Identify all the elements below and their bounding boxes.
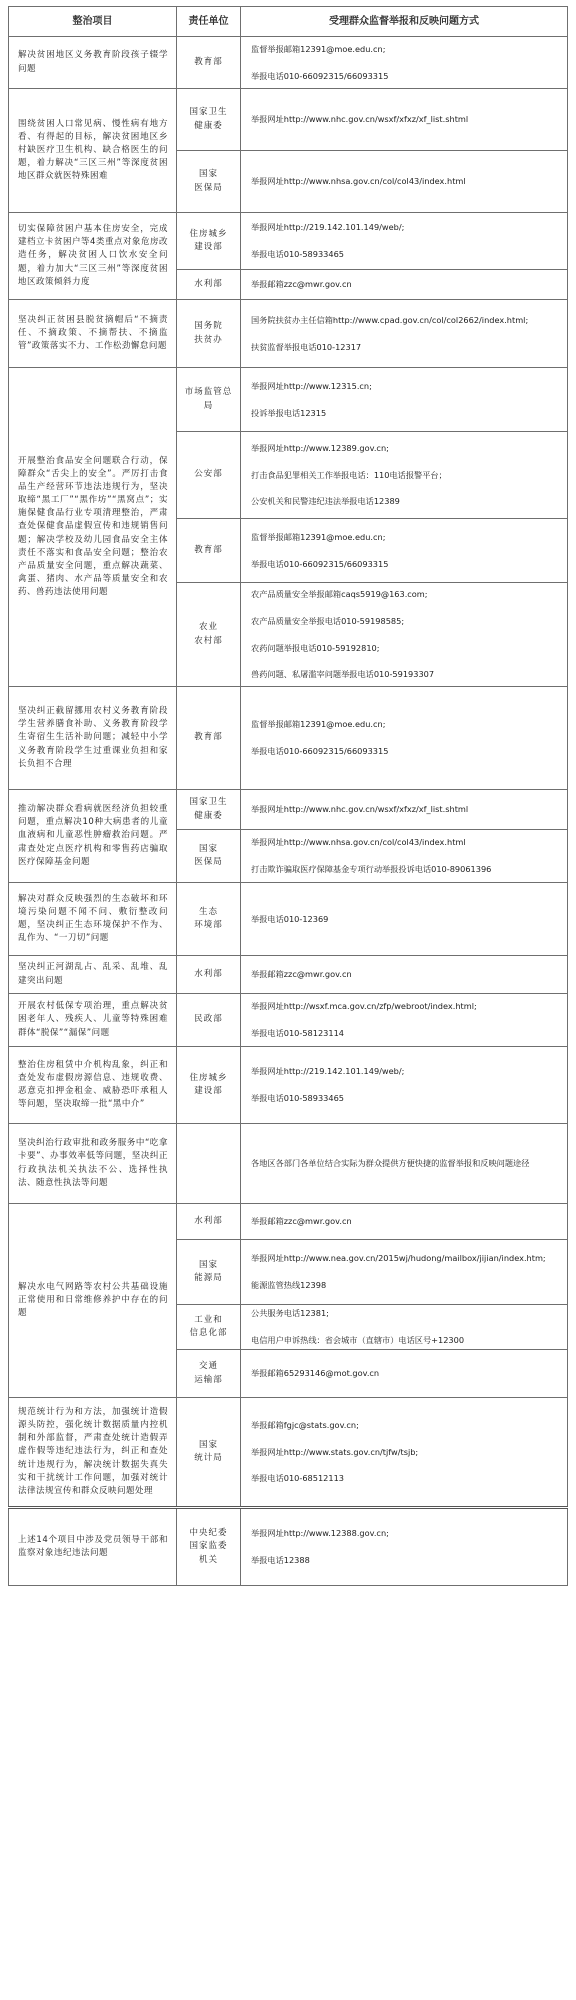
method-line: 能源监管热线12398 (251, 1280, 327, 1290)
method-line: 举报电话010-58933465 (251, 1093, 345, 1103)
method-cell (241, 790, 568, 830)
table-row (9, 790, 568, 830)
table-row (9, 994, 568, 1047)
unit-cell (177, 1047, 241, 1124)
method-line: 兽药问题、私屠滥宰问题举报电话010-59193307 (251, 669, 435, 680)
unit-cell (177, 994, 241, 1047)
method-line: 国务院扶贫办主任信箱http://www.cpad.gov.cn/col/col2662/index.html; (251, 314, 529, 325)
unit-cell (177, 830, 241, 883)
unit-name-line: 农业 (198, 622, 218, 633)
unit-name-line: 国家卫生 (189, 107, 228, 118)
unit-cell (177, 368, 241, 432)
method-line: 打击欺诈骗取医疗保障基金专项行动举报投诉电话010-89061396 (251, 864, 492, 874)
table-row (9, 1508, 568, 1586)
method-cell (241, 1240, 568, 1305)
unit-name-line: 住房城乡 (189, 1072, 228, 1083)
header-issue: 整治项目 (9, 7, 177, 37)
unit-name-line: 民政部 (194, 1014, 223, 1025)
issue-cell: 坚决纠正河湖乱占、乱采、乱堆、乱建突出问题 (9, 956, 177, 994)
method-line: 举报邮箱zzc@mwr.gov.cn (251, 1216, 352, 1227)
method-cell (241, 1398, 568, 1508)
issue-cell: 围绕贫困人口常见病、慢性病有地方看、有得起的目标，解决贫困地区乡村缺医疗卫生机构、缺合格医生的问题，着力解决“三区三州”等深度贫困地区群众就医特殊困难 (9, 89, 177, 213)
unit-cell (177, 583, 241, 687)
table-row (9, 300, 568, 368)
header-unit: 责任单位 (177, 7, 241, 37)
table-row (9, 687, 568, 790)
method-line: 举报邮箱fgjc@stats.gov.cn; (251, 1419, 359, 1430)
unit-name-line: 交通 (198, 1361, 218, 1372)
method-line: 举报电话010-66092315/66093315 (251, 558, 389, 569)
table-row (9, 956, 568, 994)
method-line: 举报网址http://www.12388.gov.cn; (251, 1528, 389, 1539)
unit-cell (177, 1508, 241, 1586)
method-cell (241, 687, 568, 790)
supervision-table (8, 6, 568, 1586)
method-line: 打击食品犯罪相关工作举报电话：110电话报警平台； (251, 469, 447, 480)
table-row (9, 1398, 568, 1508)
method-line: 举报邮箱zzc@mwr.gov.cn (251, 279, 352, 290)
unit-cell (177, 687, 241, 790)
method-cell (241, 368, 568, 432)
unit-name-line: 国家 (198, 843, 218, 854)
unit-name-line: 健康委 (194, 810, 223, 821)
method-line: 农产品质量安全举报邮箱caqs5919@163.com; (251, 589, 428, 600)
method-line: 农产品质量安全举报电话010-59198585; (251, 615, 405, 626)
unit-name-line: 国家 (198, 1439, 218, 1450)
method-line: 举报网址http://www.stats.gov.cn/tjfw/tsjb; (251, 1446, 419, 1457)
method-line: 举报电话010-68512113 (251, 1473, 345, 1484)
method-cell (241, 432, 568, 519)
method-line: 公共服务电话12381; (251, 1308, 329, 1319)
method-line: 举报电话010-12369 (251, 913, 329, 924)
unit-cell (177, 1124, 241, 1204)
issue-cell: 解决对群众反映强烈的生态破坏和环境污染问题不闻不问、敷衍整改问题，坚决纠正生态环境保护不作为、乱作为、“一刀切”问题 (9, 883, 177, 956)
method-cell (241, 1124, 568, 1204)
method-line: 举报网址http://www.12389.gov.cn; (251, 442, 389, 453)
method-line: 举报网址http://www.12315.cn; (251, 380, 372, 391)
method-line: 举报电话010-58933465 (251, 249, 345, 259)
issue-cell: 解决水电气网路等农村公共基础设施正常使用和日常维修养护中存在的问题 (9, 1204, 177, 1398)
method-line: 电信用户申诉热线：省会城市（直辖市）电话区号+12300 (251, 1335, 465, 1345)
method-cell (241, 1508, 568, 1586)
unit-name-line: 生态 (198, 906, 218, 917)
unit-name-line: 住房城乡 (189, 228, 228, 239)
unit-name-line: 建设部 (194, 1086, 223, 1096)
method-line: 举报网址http://www.nhsa.gov.cn/col/col43/index.html (251, 837, 466, 848)
unit-cell (177, 1398, 241, 1508)
method-line: 投诉举报电话12315 (251, 407, 327, 418)
method-line: 举报网址http://www.nhsa.gov.cn/col/col43/index.html (251, 176, 466, 187)
unit-name-line: 信息化部 (189, 1328, 228, 1338)
unit-cell (177, 432, 241, 519)
method-line: 举报网址http://www.nhc.gov.cn/wsxf/xfxz/xf_list.shtml (251, 804, 469, 815)
issue-cell: 开展整治食品安全问题联合行动，保障群众“舌尖上的安全”。严厉打击食品生产经营环节违法违规行为，坚决取缔“黑工厂”“黑作坊”“黑窝点”；实施保健食品行业专项清理整治，严肃查处保健食品虚假宣传和违规销售问题；解决学校及幼儿园食品安全主体责任不落实和食品安全问题；整治农产品质量安全问题，重点解决蔬菜、禽蛋、猪肉、水产品等质量安全和农药、兽药违法使用问题 (9, 368, 177, 687)
unit-cell (177, 1204, 241, 1240)
table-row (9, 368, 568, 432)
issue-cell: 上述14个项目中涉及党员领导干部和监察对象违纪违法问题 (9, 1508, 177, 1586)
method-cell (241, 270, 568, 300)
unit-name-line: 机关 (198, 1554, 218, 1565)
method-line: 举报网址http://wsxf.mca.gov.cn/zfp/webroot/index.html; (251, 1001, 477, 1012)
unit-name-line: 国家监委 (189, 1541, 228, 1552)
issue-cell: 坚决纠正贫困县脱贫摘帽后“不摘责任、不摘政策、不摘帮扶、不摘监管”政策落实不力、工作松劲懈怠问题 (9, 300, 177, 368)
table-row (9, 1204, 568, 1240)
method-cell (241, 883, 568, 956)
unit-name-line: 统计局 (194, 1453, 223, 1463)
table-row (9, 1124, 568, 1204)
unit-name-line: 国家卫生 (189, 797, 228, 808)
method-cell (241, 956, 568, 994)
header-row (9, 7, 568, 37)
method-line: 举报电话12388 (251, 1555, 310, 1565)
unit-name-line: 国务院 (194, 321, 223, 332)
method-cell (241, 213, 568, 270)
issue-cell: 规范统计行为和方法，加强统计造假源头防控，强化统计数据质量内控机制和外部监督，严肃查处统计造假弄虚作假等违纪违法行为，纠正和查处统计违规行为，解决统计数据失真失实和干扰统计工作问题，加强对统计法律法规宣传和群众反映问题处理 (9, 1398, 177, 1508)
method-cell (241, 37, 568, 89)
issue-cell: 坚决纠正截留挪用农村义务教育阶段学生营养膳食补助、义务教育阶段学生寄宿生生活补助问题；减轻中小学义务教育阶段学生过重课业负担和家长负担不合理 (9, 687, 177, 790)
method-line: 举报邮箱65293146@mot.gov.cn (251, 1368, 380, 1379)
method-line: 举报网址http://219.142.101.149/web/; (251, 222, 405, 233)
unit-cell (177, 270, 241, 300)
method-cell (241, 830, 568, 883)
method-cell (241, 300, 568, 368)
unit-name-line: 教育部 (194, 56, 223, 67)
unit-cell (177, 790, 241, 830)
issue-cell: 解决贫困地区义务教育阶段孩子辍学问题 (9, 37, 177, 89)
method-cell (241, 994, 568, 1047)
table-body (9, 37, 568, 1586)
method-line: 举报邮箱zzc@mwr.gov.cn (251, 969, 352, 980)
unit-name-line: 医保局 (194, 857, 223, 867)
issue-cell: 切实保障贫困户基本住房安全，完成建档立卡贫困户等4类重点对象危房改造任务，解决贫困人口饮水安全问题，着力加大“三区三州”等深度贫困地区政策倾斜力度 (9, 213, 177, 300)
table-row (9, 37, 568, 89)
unit-name-line: 运输部 (194, 1374, 223, 1385)
unit-name-line: 教育部 (194, 544, 223, 555)
method-line: 监督举报邮箱12391@moe.edu.cn; (251, 43, 386, 54)
unit-name-line: 医保局 (194, 182, 223, 193)
unit-cell (177, 213, 241, 270)
unit-cell (177, 151, 241, 213)
unit-name-line: 水利部 (194, 278, 223, 289)
unit-name-line: 农村部 (194, 635, 223, 646)
unit-cell (177, 1305, 241, 1350)
unit-name-line: 水利部 (194, 1215, 223, 1226)
unit-name-line: 国家 (198, 169, 218, 180)
unit-cell (177, 1350, 241, 1398)
method-line: 各地区各部门各单位结合实际为群众提供方便快捷的监督举报和反映问题途径 (251, 1158, 530, 1169)
method-cell (241, 519, 568, 583)
unit-name-line: 公安部 (194, 469, 223, 480)
unit-cell (177, 37, 241, 89)
method-cell (241, 1047, 568, 1124)
unit-cell (177, 883, 241, 956)
method-line: 农药问题举报电话010-59192810; (251, 642, 380, 653)
method-cell (241, 1305, 568, 1350)
unit-name-line: 水利部 (194, 968, 223, 979)
table-row (9, 883, 568, 956)
unit-name-line: 工业和 (194, 1314, 223, 1325)
method-line: 举报电话010-58123114 (251, 1028, 345, 1038)
unit-cell (177, 1240, 241, 1305)
unit-name-line: 教育部 (194, 732, 223, 743)
method-cell (241, 1350, 568, 1398)
method-line: 举报电话010-66092315/66093315 (251, 746, 389, 756)
method-cell (241, 89, 568, 151)
method-line: 举报网址http://219.142.101.149/web/; (251, 1066, 405, 1077)
method-line: 扶贫监督举报电话010-12317 (251, 341, 362, 352)
method-line: 监督举报邮箱12391@moe.edu.cn; (251, 719, 386, 730)
issue-cell: 坚决纠治行政审批和政务服务中“吃拿卡要”、办事效率低等问题，坚决纠正行政执法机关执法不公、选择性执法、随意性执法等问题 (9, 1124, 177, 1204)
issue-cell: 推动解决群众看病就医经济负担较重问题，重点解决10种大病患者的儿童血液病和儿童恶性肿瘤救治问题。严肃查处定点医疗机构和零售药店骗取医疗保障基金问题 (9, 790, 177, 883)
method-line: 举报网址http://www.nea.gov.cn/2015wj/hudong/mailbox/jijian/index.htm; (251, 1253, 546, 1264)
method-cell (241, 1204, 568, 1240)
method-line: 举报电话010-66092315/66093315 (251, 70, 389, 81)
issue-cell: 开展农村低保专项治理，重点解决贫困老年人、残疾人、儿童等特殊困难群体“脱保”“漏保”问题 (9, 994, 177, 1047)
unit-name-line: 市场监管总局 (184, 387, 233, 411)
table-row (9, 1047, 568, 1124)
unit-name-line: 建设部 (194, 242, 223, 252)
table-row (9, 213, 568, 270)
unit-name-line: 扶贫办 (194, 334, 223, 345)
unit-cell (177, 300, 241, 368)
unit-name-line: 国家 (198, 1259, 218, 1270)
unit-cell (177, 956, 241, 994)
method-line: 举报网址http://www.nhc.gov.cn/wsxf/xfxz/xf_list.shtml (251, 114, 469, 125)
issue-cell: 整治住房租赁中介机构乱象，纠正和查处发布虚假房源信息、违规收费、恶意克扣押金租金、威胁恐吓承租人等问题，坚决取缔一批“黑中介” (9, 1047, 177, 1124)
method-cell (241, 583, 568, 687)
unit-name-line: 中央纪委 (189, 1528, 228, 1539)
method-cell (241, 151, 568, 213)
method-line: 公安机关和民警违纪违法举报电话12389 (251, 496, 400, 507)
unit-cell (177, 89, 241, 151)
unit-name-line: 环境部 (194, 920, 223, 930)
method-line: 监督举报邮箱12391@moe.edu.cn; (251, 531, 386, 542)
header-method: 受理群众监督举报和反映问题方式 (241, 7, 568, 37)
unit-name-line: 健康委 (194, 120, 223, 131)
unit-name-line: 能源局 (194, 1273, 223, 1283)
unit-cell (177, 519, 241, 583)
table-row (9, 89, 568, 151)
